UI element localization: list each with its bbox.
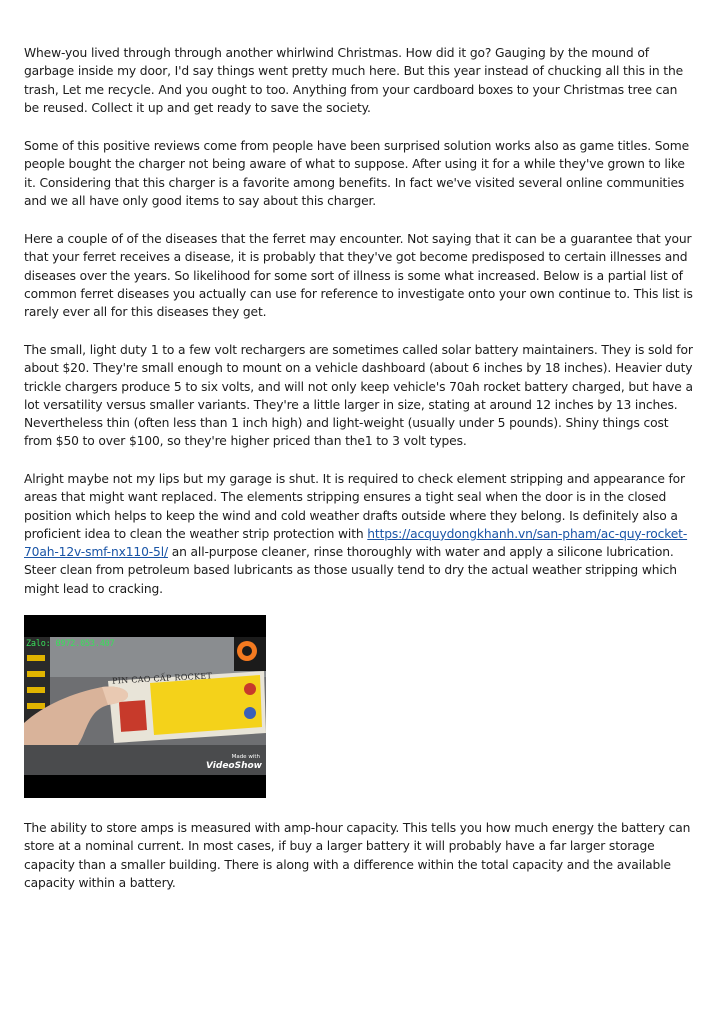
videoshow-watermark: VideoShow — [205, 761, 262, 771]
product-link[interactable]: https://acquydongkhanh.vn/san-pham/ac-quy-rocket-70ah-12v-smf-nx110-5l/ — [24, 526, 688, 560]
paragraph-text-after-link: an all-purpose cleaner, rinse thoroughly with water and apply a silicone lubrication. Steer clean from petroleum based lubricants as those usually tend to dry the actual weather stripping which might lead to cracking. — [24, 545, 677, 596]
battery-label-text: PIN CAO CẤP ROCKET — [111, 671, 213, 686]
video-phone-overlay: Zalo: 0972.053.407 — [26, 639, 115, 649]
paragraph-battery-chargers: The small, light duty 1 to a few volt rechargers are sometimes called solar battery maintainers. They is sold for about $20. They're small enough to mount on a vehicle dashboard (about 6 inches by 18 inches). Heavier duty trickle chargers produce 5 to six volts, and will not only keep vehicle's 70ah rocket battery charged, but have a lot versatility versus smaller variants. They're a little larger in size, stating at around 12 inches by 13 inches. Nevertheless thin (often less than 1 inch high) and light-weight (usually under 5 pounds). Shiny things cost from $50 to over $100, so they're higher priced than the1 to 3 volt types. — [24, 343, 693, 449]
made-with-text: Made with — [231, 754, 260, 760]
paragraph-amp-hour-capacity: The ability to store amps is measured with amp-hour capacity. This tells you how much energy the battery can store at a nominal current. In most cases, if buy a larger battery it will probably have a far larger storage capacity than a smaller building. There is along with a difference within the total capacity and the available capacity within a battery. — [24, 821, 691, 890]
paragraph-christmas-recycling: Whew-you lived through through another whirlwind Christmas. How did it go? Gauging by the mound of garbage inside my door, I'd say things went pretty much here. But this year instead of chucking all this in the trash, Let me recycle. And you ought to too. Anything from your cardboard boxes to your Christmas tree can be reused. Collect it up and get ready to save the society. — [24, 46, 684, 115]
paragraph-weather-stripping — [24, 470, 696, 598]
paragraph-charger-reviews: Some of this positive reviews come from people have been surprised solution works also as game titles. Some people bought the charger not being aware of what to suppose. After using it for a while they've grown to like it. Considering that this charger is a favorite among benefits. In fact we've visited several online communities and we all have only good items to say about this charger. — [24, 139, 690, 208]
paragraph-ferret-diseases: Here a couple of of the diseases that the ferret may encounter. Not saying that it can be a guarantee that your that your ferret receives a disease, it is probably that they've got become predisposed to certain illnesses and diseases over the years. So likelihood for some sort of illness is some what increased. Below is a partial list of common ferret diseases you actually can use for reference to investigate onto your own continue to. This list is rarely ever all for this diseases they get. — [24, 232, 693, 320]
video-thumbnail[interactable] — [24, 615, 266, 798]
paragraph-text-before-link: Alright maybe not my lips but my garage is shut. It is required to check element stripping and appearance for areas that might want replaced. The elements stripping ensures a tight seal when the door is in the closed position which helps to keep the wind and cold weather drafts outside where they belong. Is definitely also a proficient idea to clean the weather strip protection with — [24, 472, 685, 541]
